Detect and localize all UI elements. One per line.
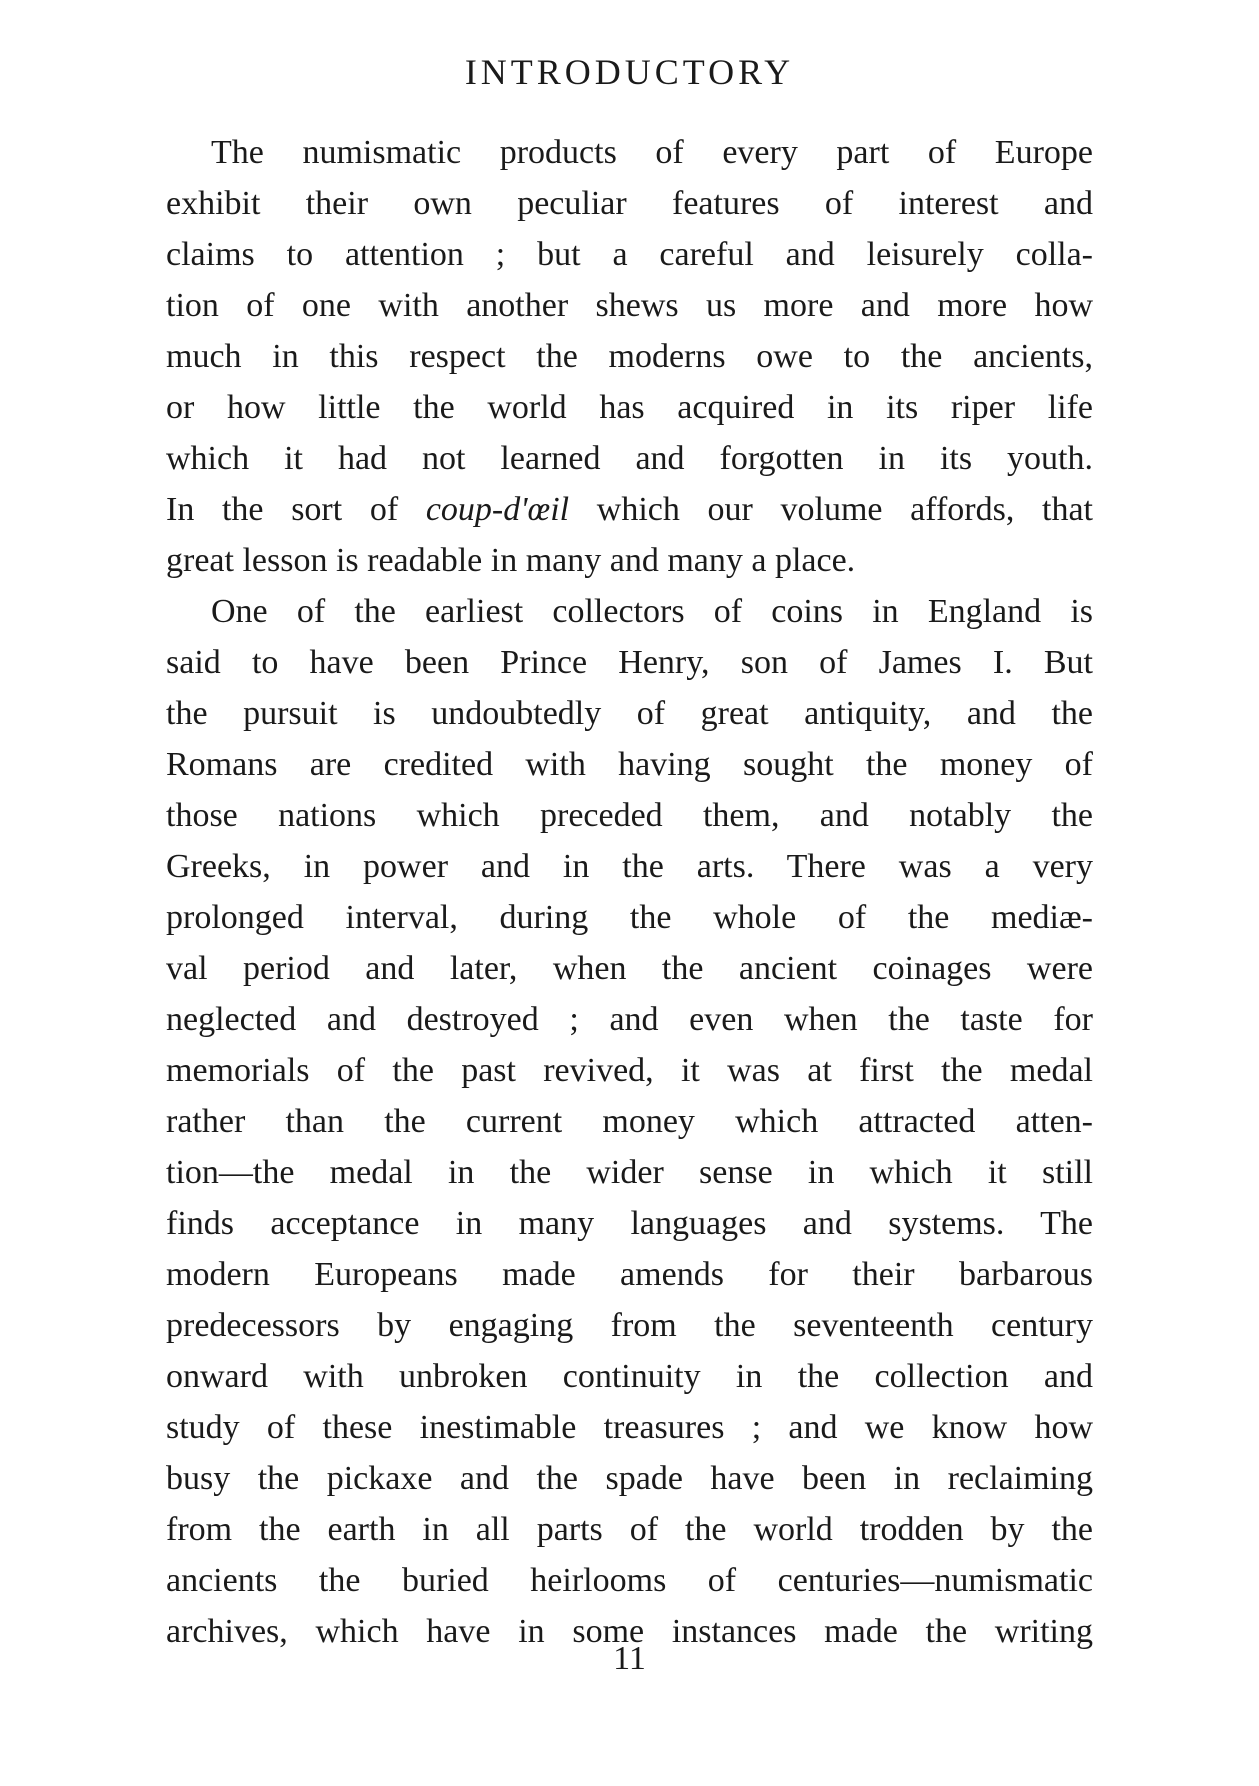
page-number: 11: [613, 1640, 646, 1677]
text-line: said to have been Prince Henry, son of James I. But: [166, 644, 1093, 681]
text-line: claims to attention ; but a careful and leisurely colla-: [166, 236, 1093, 273]
text-line: which it had not learned and forgotten in its youth.: [166, 440, 1093, 477]
text-line: val period and later, when the ancient coinages were: [166, 950, 1093, 987]
text-line: the pursuit is undoubtedly of great antiquity, and the: [166, 695, 1093, 732]
text-line: from the earth in all parts of the world trodden by the: [166, 1511, 1093, 1548]
text-line: onward with unbroken continuity in the collection and: [166, 1358, 1093, 1395]
text-line: Greeks, in power and in the arts. There was a very: [166, 848, 1093, 885]
text-line: prolonged interval, during the whole of the mediæ-: [166, 899, 1093, 936]
text-line: tion of one with another shews us more and more how: [166, 287, 1093, 324]
text-line: busy the pickaxe and the spade have been in reclaiming: [166, 1460, 1093, 1497]
text-line: neglected and destroyed ; and even when the taste for: [166, 1001, 1093, 1038]
text-line: memorials of the past revived, it was at first the medal: [166, 1052, 1093, 1089]
text-line: [166, 484, 1093, 535]
text-line: much in this respect the moderns owe to the ancients,: [166, 338, 1093, 375]
paragraph: [166, 586, 1093, 1657]
text-run: In the sort of: [166, 491, 426, 528]
text-line: The numismatic products of every part of Europe: [211, 134, 1093, 171]
paragraph: [166, 127, 1093, 586]
text-line: archives, which have in some instances made the writing: [166, 1613, 1093, 1650]
text-line: finds acceptance in many languages and systems. The: [166, 1205, 1093, 1242]
running-head: INTRODUCTORY: [464, 52, 795, 92]
text-run: which our volume affords, that: [569, 491, 1093, 528]
text-line: modern Europeans made amends for their barbarous: [166, 1256, 1093, 1293]
text-line: exhibit their own peculiar features of interest and: [166, 185, 1093, 222]
text-line: predecessors by engaging from the seventeenth century: [166, 1307, 1093, 1344]
text-line: One of the earliest collectors of coins in England is: [211, 593, 1093, 630]
text-line: study of these inestimable treasures ; and we know how: [166, 1409, 1093, 1446]
text-line: tion—the medal in the wider sense in which it still: [166, 1154, 1093, 1191]
italic-phrase: coup-d'œil: [425, 491, 570, 528]
text-line: great lesson is readable in many and many a place.: [166, 542, 856, 579]
text-line: or how little the world has acquired in its riper life: [166, 389, 1093, 426]
text-line: those nations which preceded them, and notably the: [166, 797, 1093, 834]
text-line: Romans are credited with having sought the money of: [166, 746, 1093, 783]
text-line: rather than the current money which attracted atten-: [166, 1103, 1093, 1140]
body-text: [166, 127, 1093, 1657]
text-line: ancients the buried heirlooms of centuries—numismatic: [166, 1562, 1093, 1599]
